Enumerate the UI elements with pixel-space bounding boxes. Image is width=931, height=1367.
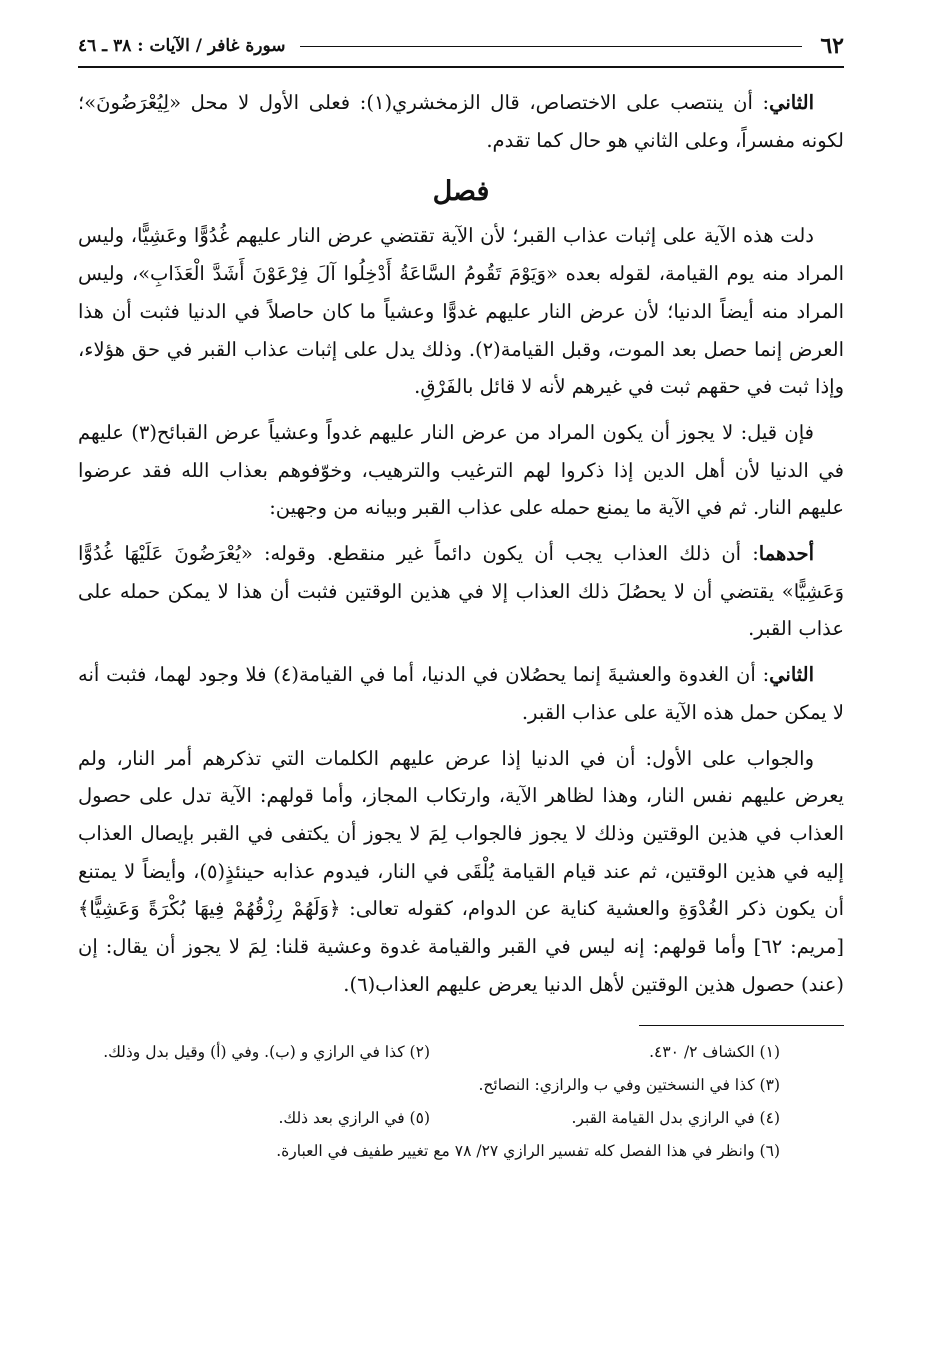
paragraph-text: : أن الغدوة والعشيةَ إنما يحصُلان في الدنيا، أما في القيامة(٤) فلا وجود لهما، فثبت أنه لا يمكن حمل هذه الآية على عذاب القبر. <box>78 663 844 724</box>
footnote: (٥) في الرازي بعد ذلك. <box>278 1109 430 1128</box>
section-heading: فصل <box>432 176 490 208</box>
paragraph-5 <box>78 656 844 731</box>
footnote: (٦) وانظر في هذا الفصل كله تفسير الرازي ٢٧/ ٧٨ مع تغيير طفيف في العبارة. <box>276 1142 780 1161</box>
paragraph-lead: الثاني <box>769 663 815 687</box>
footnote: (٣) كذا في النسختين وفي ب والرازي: النصائح. <box>478 1076 780 1095</box>
footnote-separator <box>639 1025 844 1026</box>
footnote-row <box>78 1135 780 1168</box>
paragraph-text: : أن ينتصب على الاختصاص، قال الزمخشري(١): فعلى الأول لا محل «لِيُعْرَضُونَ»؛ لكونه مفسراً، وعلى الثاني هو حال كما تقدم. <box>78 91 844 152</box>
paragraph-text: دلت هذه الآية على إثبات عذاب القبر؛ لأن الآية تقتضي عرض النار عليهم غُدُوًّا وعَشِيًّا، وليس المراد منه يوم القيامة، لقوله بعده «وَيَوْمَ تَقُومُ السَّاعَةُ أَدْخِلُوا آلَ فِرْعَوْنَ أَشَدَّ الْعَذَابِ»، وليس المراد منه أيضاً الدنيا؛ لأن عرض النار عليهم غدوًّا وعشياً ما كان حاصلاً في الدنيا فثبت أن هذا العرض إنما حصل بعد الموت، وقبل القيامة(٢). وذلك يدل على إثبات عذاب القبر في حق هؤلاء، وإذا ثبت في حقهم ثبت في غيرهم لأنه لا قائل بالفَرْقِ. <box>78 224 844 399</box>
footnote-row <box>78 1036 780 1069</box>
paragraph-lead: أحدهما <box>758 542 814 566</box>
paragraph-text: فإن قيل: لا يجوز أن يكون المراد من عرض النار عليهم غدواً وعشياً عرض القبائح(٣) عليهم في الدنيا لأن أهل الدين إذا ذكروا لهم الترغيب والترهيب، وخوّفوهم بعذاب الله فقد عرضوا عليهم النار. ثم في الآية ما يمنع حمله على عذاب القبر وبيانه من وجهين: <box>78 420 844 520</box>
footnote: (٤) في الرازي بدل القيامة القبر. <box>571 1109 780 1128</box>
header-title: سورة غافر / الآيات : ٣٨ ـ ٤٦ <box>78 36 286 56</box>
header-line <box>300 46 803 47</box>
page-number: ٦٢ <box>820 33 844 59</box>
paragraph-text: والجواب على الأول: أن في الدنيا إذا عرض عليهم الكلمات التي تذكرهم أمر النار، ولم يعرض عليهم نفس النار، وهذا لظاهر الآية، وارتكاب المجاز، وأما قولهم: الآية تدل على حصول العذاب في هذين الوقتين وذلك لا يجوز فالجواب لِمَ لا يجوز أن يكتفى في القبر بإيصال العذاب إليه في هذين الوقتين، ثم عند قيام القيامة يُلْقَى في النار، فيدوم عذابه حينئذٍ(٥)، وأيضاً لا يمتنع أن يكون ذكر الغُدْوَةِ والعشية كناية عن الدوام، كقوله تعالى: ﴿وَلَهُمْ رِزْقُهُمْ فِيهَا بُكْرَةً وَعَشِيًّا﴾ [مريم: ٦٢] وأما قولهم: إنه ليس في القبر والقيامة غدوة وعشية قلنا: لِمَ لا يجوز أن يقال: إن (عند) حصول هذين الوقتين لأهل الدنيا يعرض عليهم العذاب(٦). <box>78 746 844 996</box>
footnotes <box>78 1036 844 1168</box>
main-text <box>78 84 844 1003</box>
paragraph-text: : أن ذلك العذاب يجب أن يكون دائماً غير منقطع. وقوله: «يُعْرَضُونَ عَلَيْهَا غُدُوًّا وَعَشِيًّا» يقتضي أن لا يحصُلَ ذلك العذاب إلا في هذين الوقتين فثبت أن هذا لا يمكن حمله على عذاب القبر. <box>78 542 844 641</box>
footnote: (٢) كذا في الرازي و (ب). وفي (أ) وقيل بدل وذلك. <box>103 1043 430 1062</box>
book-page <box>78 28 844 1168</box>
footnote-row <box>78 1069 780 1102</box>
footnote: (١) الكشاف ٢/ ٤٣٠. <box>649 1043 780 1062</box>
paragraph-6 <box>78 740 844 1004</box>
header-rule <box>78 66 844 68</box>
paragraph-lead: الثاني <box>769 91 814 114</box>
paragraph-3 <box>78 414 844 527</box>
running-header <box>78 28 844 64</box>
footnote-row <box>78 1102 780 1135</box>
paragraph-1 <box>78 84 844 159</box>
paragraph-2 <box>78 217 844 406</box>
paragraph-4 <box>78 535 844 648</box>
